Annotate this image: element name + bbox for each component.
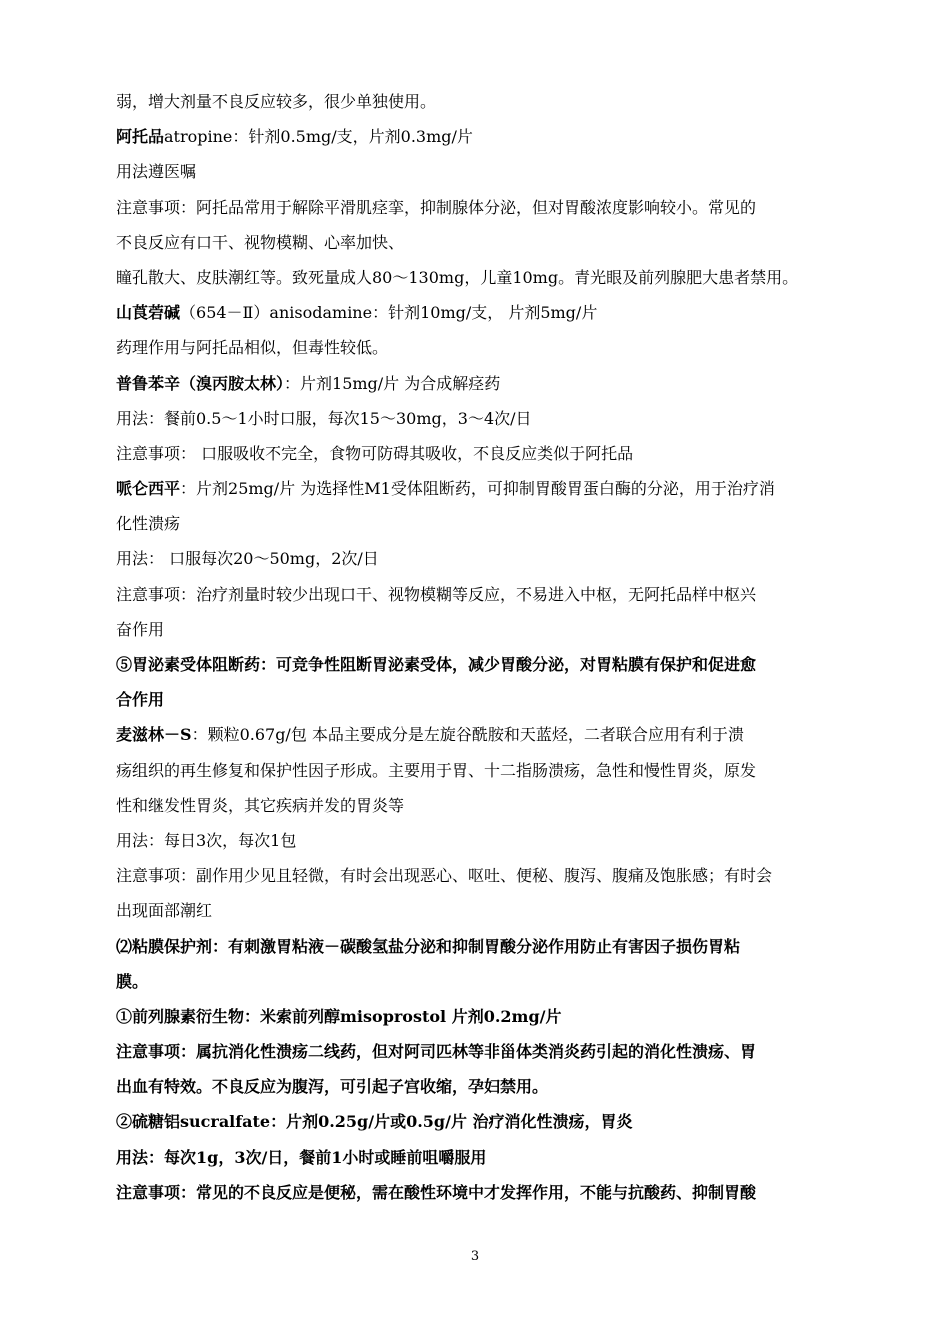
body-text: 出现面部潮红 [116,901,213,921]
text-line [116,585,866,605]
text-line [116,690,866,710]
text-line [116,514,866,534]
text-line [116,937,866,957]
bold-text: 普鲁苯辛（溴丙胺太林） [116,373,285,393]
text-line [116,796,866,816]
text-line [116,409,866,429]
text-line [116,620,866,640]
body-text: 用法： 口服每次20～50mg，2次/日 [116,549,379,569]
body-text: 用法遵医嘱 [116,162,197,182]
document-page [116,92,866,1218]
body-text: 注意事项：副作用少见且轻微，有时会出现恶心、呕吐、便秘、腹泻、腹痛及饱胀感；有时会 [116,866,773,886]
body-text: 药理作用与阿托品相似，但毒性较低。 [116,338,389,358]
text-line [116,127,866,147]
bold-text: 哌仑西平 [116,479,181,499]
bold-text: ⑤胃泌素受体阻断药：可竞争性阻断胃泌素受体，减少胃酸分泌，对胃粘膜有保护和促进愈 [116,655,757,674]
body-text: 注意事项：阿托品常用于解除平滑肌痉挛，抑制腺体分泌，但对胃酸浓度影响较小。常见的 [116,197,757,217]
body-text: 化性溃疡 [116,514,181,534]
text-line [116,1183,866,1203]
bold-text: ②硫糖铝sucralfate：片剂0.25g/片或0.5g/片 治疗消化性溃疡，胃炎 [116,1112,633,1132]
body-text: 不良反应有口干、视物模糊、心率加快、 [116,232,405,252]
bold-text: 阿托品 [116,127,165,147]
text-line [116,972,866,992]
body-text: 疡组织的再生修复和保护性因子形成。主要用于胃、十二指肠溃疡，急性和慢性胃炎，原发 [116,760,757,780]
text-line [116,338,866,358]
body-text: 奋作用 [116,619,165,639]
text-line [116,831,866,851]
body-text: 注意事项：治疗剂量时较少出现口干、视物模糊等反应，不易进入中枢，无阿托品样中枢兴 [116,584,757,604]
text-line [116,162,866,182]
body-text: ：片剂15mg/片 为合成解痉药 [284,373,501,393]
text-line [116,1148,866,1168]
bold-text: 合作用 [116,690,165,710]
body-text: ：颗粒0.67g/包 本品主要成分是左旋谷酰胺和天蓝烃，二者联合应用有利于溃 [191,725,744,745]
body-text: 用法：餐前0.5～1小时口服，每次15～30mg，3～4次/日 [116,408,532,428]
bold-text: ⑵粘膜保护剂：有刺激胃粘液－碳酸氢盐分泌和抑制胃酸分泌作用防止有害因子损伤胃粘 [116,936,741,956]
body-text: 用法：每日3次，每次1包 [116,830,297,850]
text-line [116,725,866,745]
body-text: （654－Ⅱ）anisodamine：针剂10mg/支， 片剂5mg/片 [180,303,598,323]
text-line [116,901,866,921]
bold-text: ①前列腺素衍生物：米索前列醇misoprostol 片剂0.2mg/片 [116,1006,562,1026]
body-text: 注意事项： 口服吸收不完全，食物可防碍其吸收，不良反应类似于阿托品 [116,443,634,463]
text-line [116,374,866,394]
text-line [116,655,866,675]
text-line [116,1007,866,1027]
bold-text: 膜。 [116,971,149,991]
body-text: 瞳孔散大、皮肤潮红等。致死量成人80～130mg，儿童10mg。青光眼及前列腺肥大患者禁用。 [116,267,799,287]
text-line [116,1112,866,1132]
bold-text: 用法：每次1g，3次/日，餐前1小时或睡前咀嚼服用 [116,1147,487,1167]
text-line [116,1042,866,1062]
text-line [116,444,866,464]
text-line [116,1077,866,1097]
text-line [116,761,866,781]
text-line [116,233,866,253]
bold-text: 出血有特效。不良反应为腹泻，可引起子宫收缩，孕妇禁用。 [116,1077,549,1097]
body-text: 性和继发性胃炎，其它疾病并发的胃炎等 [116,795,405,815]
body-text: 弱，增大剂量不良反应较多，很少单独使用。 [116,92,437,111]
page-number: 3 [470,1249,480,1264]
text-line [116,303,866,323]
body-text: atropine：针剂0.5mg/支，片剂0.3mg/片 [164,127,473,147]
text-line [116,549,866,569]
text-line [116,479,866,499]
body-text: ：片剂25mg/片 为选择性M1受体阻断药，可抑制胃酸胃蛋白酶的分泌，用于治疗消 [180,479,775,499]
bold-text: 注意事项：属抗消化性溃疡二线药，但对阿司匹林等非甾体类消炎药引起的消化性溃疡、胃 [116,1042,757,1062]
bold-text: 注意事项：常见的不良反应是便秘，需在酸性环境中才发挥作用，不能与抗酸药、抑制胃酸 [116,1182,757,1202]
bold-text: 麦滋林－S [116,725,192,745]
bold-text: 山莨菪碱 [116,303,181,323]
text-line [116,268,866,288]
text-line [116,866,866,886]
text-line [116,92,866,112]
text-line [116,198,866,218]
